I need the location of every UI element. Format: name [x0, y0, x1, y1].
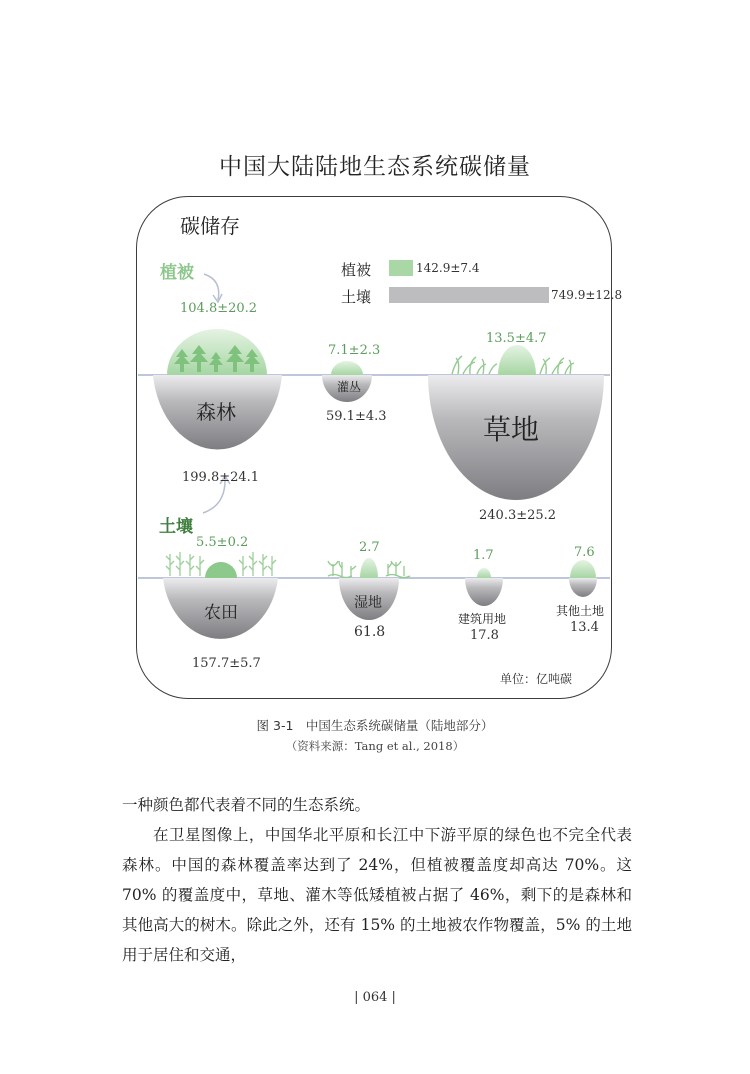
vegetation-tag: 植被 [160, 263, 194, 283]
urban-label: 建筑用地 [458, 612, 507, 626]
shrub-vegetation-value: 7.1±2.3 [328, 343, 381, 358]
figure-title: 中国大陆陆地生态系统碳储量 [219, 154, 531, 180]
legend-vegetation-label: 植被 [341, 261, 372, 279]
other-label: 其他土地 [556, 604, 605, 618]
wetland-soil-value: 61.8 [354, 624, 386, 640]
unit-label: 单位：亿吨碳 [500, 672, 573, 686]
forest-vegetation-value: 104.8±20.2 [180, 301, 258, 316]
urban-soil-bowl [465, 578, 503, 606]
figure-caption: 图 3-1 中国生态系统碳储量（陆地部分） [256, 718, 494, 733]
other-vegetation-dome [570, 560, 596, 578]
legend-soil-label: 土壤 [341, 288, 372, 306]
grass-soil-value: 240.3±25.2 [479, 508, 557, 523]
grass-vegetation-value: 13.5±4.7 [486, 331, 547, 346]
panel-title: 碳储存 [180, 214, 240, 238]
farm-vegetation-dome [205, 562, 237, 578]
legend-vegetation-bar [389, 260, 413, 276]
arrow-vegetation [204, 274, 219, 300]
forest-label: 森林 [196, 400, 236, 424]
shrub-vegetation-dome [331, 361, 363, 375]
wetland-vegetation-dome [360, 558, 378, 578]
page-number: | 064 | [354, 990, 396, 1005]
body-paragraph-2: 在卫星图像上，中国华北平原和长江中下游平原的绿色也不完全代表森林。中国的森林覆盖率达到了 24%，但植被覆盖度却高达 70%。这 70% 的覆盖度中，草地、灌木等低矮植被占据了 46%，剩下的是森林和其他高大的树木。除此之外，还有 15% 的土地被农作物覆盖，5% 的土地用于居住和交通， [122, 826, 632, 964]
urban-vegetation-value: 1.7 [473, 548, 494, 563]
legend-soil-value: 749.9±12.8 [551, 288, 623, 302]
grass-vegetation-dome [498, 345, 536, 375]
soil-tag: 土壤 [159, 517, 193, 537]
wetland-label: 湿地 [354, 595, 382, 611]
urban-soil-value: 17.8 [470, 628, 499, 643]
farm-vegetation-value: 5.5±0.2 [196, 535, 249, 550]
urban-vegetation-dome [477, 568, 491, 578]
other-soil-bowl [569, 578, 597, 597]
other-vegetation-value: 7.6 [574, 545, 595, 560]
body-paragraph-1: 一种颜色都代表着不同的生态系统。 [122, 796, 371, 814]
legend-soil-bar [389, 287, 549, 303]
farm-label: 农田 [204, 603, 238, 623]
other-soil-value: 13.4 [570, 620, 599, 635]
shrub-soil-value: 59.1±4.3 [326, 409, 387, 424]
figure-source: （资料来源：Tang et al., 2018） [285, 739, 465, 753]
legend-vegetation-value: 142.9±7.4 [416, 261, 480, 275]
farm-soil-value: 157.7±5.7 [192, 656, 261, 671]
grass-label: 草地 [483, 413, 540, 446]
wetland-vegetation-value: 2.7 [359, 540, 380, 555]
forest-soil-value: 199.8±24.1 [182, 470, 260, 485]
shrub-label: 灌丛 [337, 380, 362, 394]
